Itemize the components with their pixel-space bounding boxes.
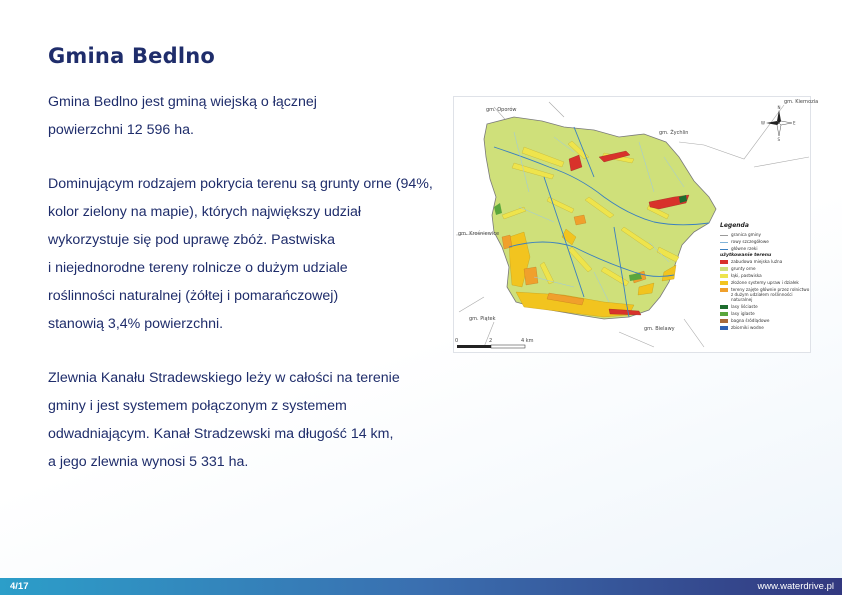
label-neighbor: gm. Oporów: [486, 107, 517, 113]
land-use-map: [453, 96, 819, 353]
legend-item-urban: zabudowa miejska luźna: [720, 259, 810, 264]
legend-swatch: [720, 274, 728, 278]
legend-item-rivers: główne rzeki: [720, 246, 810, 251]
svg-text:S: S: [777, 137, 781, 142]
legend-item-mixed: złożone systemy upraw i działek: [720, 280, 810, 285]
legend-item-arable: grunty orne: [720, 266, 810, 271]
label-neighbor: gm. Kiernozia: [784, 99, 819, 105]
svg-text:N: N: [777, 105, 781, 110]
legend-swatch: [720, 267, 728, 271]
text-line: powierzchni 12 596 ha.: [48, 122, 194, 138]
legend-item-meadows: łąki, pastwiska: [720, 273, 810, 278]
paragraph-catchment: [48, 364, 443, 476]
text-line: stanowią 3,4% powierzchni.: [48, 316, 224, 332]
text-line: kolor zielony na mapie), których największy udział: [48, 204, 362, 220]
legend-swatch: [720, 305, 728, 309]
legend-swatch: [720, 281, 728, 285]
scale-bar: [455, 338, 534, 348]
legend-item-natural: tereny zajęte głównie przez rolnictwo z dużym udziałem roślinności naturalnej: [720, 287, 810, 302]
website-link[interactable]: www.waterdrive.pl: [757, 581, 834, 592]
legend-item-border: granica gminy: [720, 232, 810, 237]
legend-swatch: [720, 319, 728, 323]
footer-bar: [0, 578, 842, 595]
legend-item-coniferous: lasy iglaste: [720, 311, 810, 316]
label-neighbor: gm. Bielawy: [644, 326, 675, 332]
text-line: i niejednorodne tereny rolnicze o dużym udziale: [48, 260, 348, 276]
legend-swatch: [720, 326, 728, 330]
svg-text:E: E: [793, 120, 796, 126]
legend-item-wetlands: bagna śródlądowe: [720, 318, 810, 323]
legend-swatch: [720, 242, 728, 243]
label-neighbor: gm. Piątek: [469, 316, 496, 322]
text-line: Zlewnia Kanału Stradewskiego leży w całości na terenie: [48, 370, 400, 386]
text-line: a jego zlewnia wynosi 5 331 ha.: [48, 454, 249, 470]
label-neighbor: gm. Krośniewice: [458, 231, 500, 237]
paragraph-intro: [48, 88, 443, 144]
text-line: gminy i jest systemem połączonym z systemem: [48, 398, 347, 414]
text-line: roślinności naturalnej (żółtej i pomarańczowej): [48, 288, 339, 304]
text-line: wykorzystuje się pod uprawę zbóż. Pastwiska: [48, 232, 336, 248]
page-number: 4/17: [10, 581, 29, 592]
legend-item-deciduous: lasy liściaste: [720, 304, 810, 309]
paragraph-land-cover: [48, 170, 443, 338]
map-legend: [720, 222, 810, 332]
svg-text:0: 0: [455, 338, 459, 344]
svg-text:2: 2: [489, 338, 493, 344]
legend-subtitle: użytkowanie terenu: [720, 253, 772, 258]
legend-swatch: [720, 260, 728, 264]
legend-item-ditches: rowy szczegółowe: [720, 239, 810, 244]
legend-swatch: [720, 312, 728, 316]
svg-text:W: W: [761, 120, 765, 126]
label-neighbor: gm. Żychlin: [659, 130, 689, 136]
text-line: odwadniającym. Kanał Stradzewski ma długość 14 km,: [48, 426, 394, 442]
text-line: Dominującym rodzajem pokrycia terenu są grunty orne (94%,: [48, 176, 433, 192]
legend-swatch: [720, 249, 728, 250]
legend-title: Legenda: [720, 222, 749, 229]
legend-swatch: [720, 235, 728, 236]
page-title: Gmina Bedlno: [48, 44, 216, 68]
legend-swatch: [720, 288, 728, 292]
compass-icon: [761, 105, 796, 142]
text-line: Gmina Bedlno jest gminą wiejską o łącznej: [48, 94, 317, 110]
gmina-area: [484, 117, 716, 319]
body-text: [48, 88, 443, 502]
legend-item-water: zbiorniki wodne: [720, 325, 810, 330]
svg-text:4 km: 4 km: [521, 338, 534, 344]
